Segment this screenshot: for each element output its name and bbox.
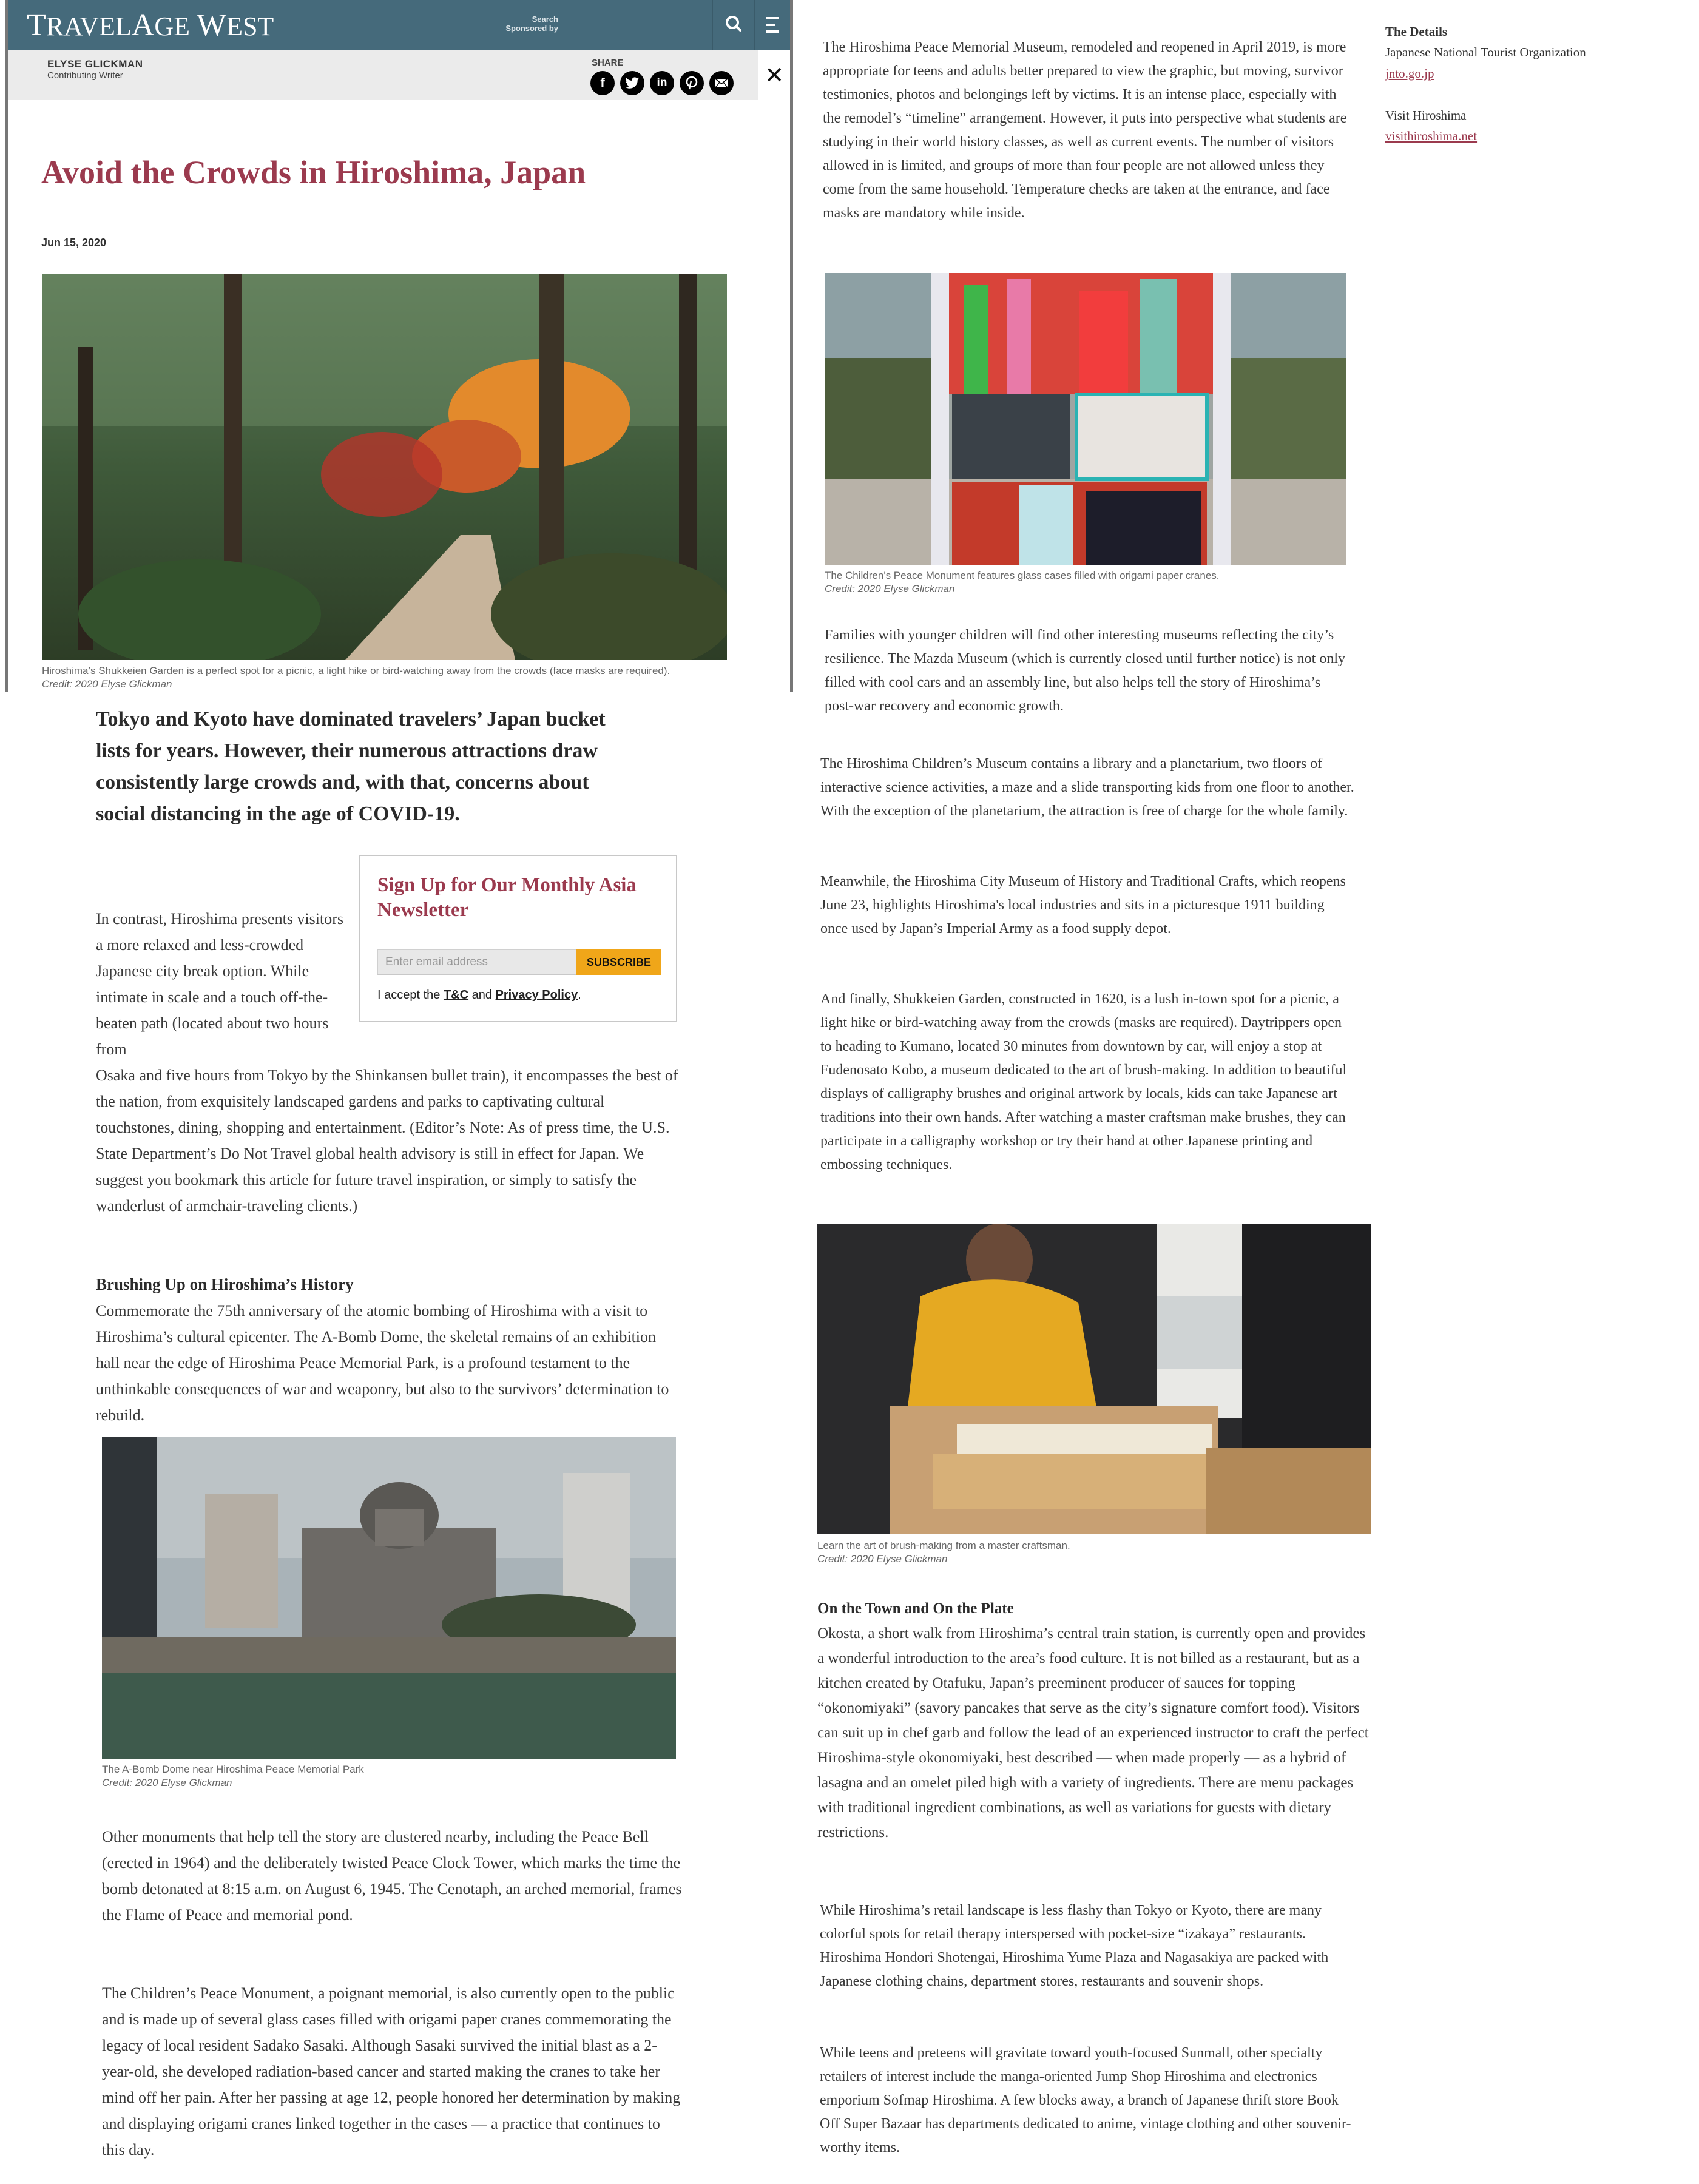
article-paragraph: Other monuments that help tell the story are clustered nearby, including the Peace Bell (erected in 1964) and the deliberately twisted Peace Clock Tower, which marks the time the bomb detonated at 8:15 a.m. on August 6, 1945. The Cenotaph, an arched memorial, frames the Flame of Peace and memorial pond.	[102, 1828, 682, 1924]
terms-acceptance: I accept the T&C and Privacy Policy.	[377, 988, 581, 1002]
section-heading: On the Town and On the Plate	[817, 1600, 1014, 1617]
close-icon: ✕	[765, 62, 784, 89]
photo-caption: The Children's Peace Monument features glass cases filled with origami paper cranes. Credit: 2020 Elyse Glickman	[825, 569, 1359, 596]
article-paragraph: The Hiroshima Peace Memorial Museum, remodeled and reopened in April 2019, is more appropriate for teens and adults better prepared to view the graphic, but moving, survivor testimonies, photos and belongings left by victims. It is an intense place, especially with the remodel’s “timeline” arrangement. However, it puts into perspective what students are studying in their world history classes, as well as current events. The number of visitors allowed in is limited, and groups of more than four people are not allowed unless they come from the same household. Temperature checks are taken at the entrance, and face masks are mandatory while inside.	[823, 39, 1347, 221]
photo-credit: Credit: 2020 Elyse Glickman	[42, 678, 172, 690]
jnto-link[interactable]: jnto.go.jp	[1385, 66, 1434, 81]
newsletter-signup	[359, 855, 677, 1022]
close-button[interactable]	[758, 50, 790, 100]
modal-border-left	[5, 0, 8, 692]
details-org: Visit Hiroshima	[1385, 108, 1467, 123]
article-paragraph: The Children’s Peace Monument, a poignant memorial, is also currently open to the public and is made up of several glass cases filled with origami paper cranes commemorating the legacy of local resident Sadako Sasaki. Although Sasaki survived the initial blast as a 2-year-old, she developed radiation-based cancer and started making the cranes to take her mind off her pain. After her passing at age 12, people honored her determination by making and displaying origami cranes linked together in the cases — a practice that continues to this day.	[102, 1984, 681, 2159]
photo-caption: Hiroshima’s Shukkeien Garden is a perfect spot for a picnic, a light hike or bird-watching away from the crowds (face masks are required). Credit: 2020 Elyse Glickman	[42, 664, 758, 691]
visit-hiroshima-link[interactable]: visithiroshima.net	[1385, 129, 1478, 143]
share-icons	[590, 71, 734, 95]
photo-caption: Learn the art of brush-making from a master craftsman. Credit: 2020 Elyse Glickman	[817, 1539, 1371, 1566]
menu-icon	[763, 13, 782, 38]
pinterest-icon[interactable]	[680, 71, 704, 95]
article-title: Avoid the Crowds in Hiroshima, Japan	[41, 154, 586, 190]
linkedin-icon[interactable]: in	[650, 71, 674, 95]
photo-credit: Credit: 2020 Elyse Glickman	[825, 583, 955, 595]
photo-credit: Credit: 2020 Elyse Glickman	[817, 1553, 948, 1565]
photo-shukkeien-garden	[42, 274, 727, 660]
menu-button[interactable]	[763, 13, 782, 38]
photo-a-bomb-dome	[102, 1437, 676, 1759]
photo-brush-craftsman	[817, 1224, 1371, 1534]
email-icon[interactable]	[709, 71, 734, 95]
twitter-icon[interactable]	[620, 71, 644, 95]
details-org: Japanese National Tourist Organization	[1385, 45, 1586, 59]
tc-link[interactable]: T&C	[443, 988, 469, 1002]
newsletter-title: Sign Up for Our Monthly Asia Newsletter	[377, 874, 637, 921]
header-divider	[712, 0, 713, 50]
subscribe-button[interactable]: SUBSCRIBE	[576, 949, 661, 975]
header-divider	[754, 0, 755, 50]
article-paragraph: Okosta, a short walk from Hiroshima’s central train station, is currently open and provides a wonderful introduction to the area’s food culture. It is not billed as a restaurant, but as a kitchen created by Otafuku, Japan’s preeminent producer of sauces for topping “okonomiyaki” (savory pancakes that serve as the city’s signature comfort food). Visitors can suit up in chef garb and follow the lead of an experienced instructor to craft the perfect Hiroshima-style okonomiyaki, best described — when made properly — as a hybrid of lasagna and an omelet piled high with a variety of ingredients. There are menu packages with traditional ingredient combinations, as well as variations for guests with dietary restrictions.	[817, 1625, 1369, 1841]
search-button[interactable]	[722, 12, 746, 36]
article-paragraph: Commemorate the 75th anniversary of the atomic bombing of Hiroshima with a visit to Hiroshima’s cultural epicenter. The A-Bomb Dome, the skeletal remains of an exhibition hall near the edge of Hiroshima Peace Memorial Park, is a profound testament to the unthinkable consequences of war and weaponry, but also to the survivors’ determination to rebuild.	[96, 1302, 669, 1424]
photo-caption: The A-Bomb Dome near Hiroshima Peace Memorial Park Credit: 2020 Elyse Glickman	[102, 1763, 676, 1790]
article-paragraph: The Hiroshima Children’s Museum contains a library and a planetarium, two floors of interactive science activities, a maze and a slide transporting kids from one floor to another. With the exception of the planetarium, the attraction is free of charge for the whole family.	[820, 756, 1354, 819]
article-paragraph: In contrast, Hiroshima presents visitors a more relaxed and less-crowded Japanese city break option. While intimate in scale and a touch off-the-beaten path (located about two hours from	[96, 910, 343, 1058]
article-lede: Tokyo and Kyoto have dominated travelers’ Japan bucket lists for years. However, their numerous attractions draw consistently large crowds and, with that, concerns about social distancing in the age of COVID-19.	[96, 708, 606, 825]
article-paragraph: Osaka and five hours from Tokyo by the Shinkansen bullet train), it encompasses the best of the nation, from exquisitely landscaped gardens and parks to captivating cultural touchstones, dining, shopping and entertainment. (Editor’s Note: As of press time, the U.S. State Department’s Do Not Travel global health advisory is still in effect for Japan. We suggest you bookmark this article for future travel inspiration, or simply to satisfy the wanderlust of armchair-traveling clients.)	[96, 1067, 678, 1215]
article-date: Jun 15, 2020	[41, 237, 107, 249]
article-paragraph: Meanwhile, the Hiroshima City Museum of History and Traditional Crafts, which reopens June 23, highlights Hiroshima's local industries and sits in a picturesque 1911 building once used by Japan’s Imperial Army as a food supply depot.	[820, 874, 1346, 937]
photo-credit: Credit: 2020 Elyse Glickman	[102, 1777, 232, 1788]
article-paragraph: While teens and preteens will gravitate toward youth-focused Sunmall, other specialty retailers of interest include the manga-oriented Jump Shop Hiroshima and electronics emporium Sofmap Hiroshima. A few blocks away, a branch of Japanese thrift store Book Off Super Bazaar has departments dedicated to anime, vintage clothing and other souvenir-worthy items.	[820, 2045, 1351, 2155]
search-sponsor-label: Search Sponsored by	[505, 15, 558, 33]
search-icon	[722, 12, 746, 36]
share-label: SHARE	[592, 58, 624, 68]
photo-childrens-peace-monument	[825, 273, 1346, 565]
privacy-policy-link[interactable]: Privacy Policy	[495, 988, 578, 1002]
modal-scrollbar[interactable]	[790, 0, 793, 692]
facebook-icon[interactable]: f	[590, 71, 615, 95]
author-role: Contributing Writer	[47, 70, 123, 81]
section-heading: Brushing Up on Hiroshima’s History	[96, 1275, 354, 1293]
details-heading: The Details	[1385, 24, 1448, 39]
site-logo[interactable]: TRAVELAGE WEST	[27, 8, 274, 42]
article-paragraph: And finally, Shukkeien Garden, constructed in 1620, is a lush in-town spot for a picnic, a light hike or bird-watching away from the crowds (masks are required). Daytrippers open to heading to Kumano, located 30 minutes from downtown by car, will enjoy a stop at Fudenosato Kobo, a museum dedicated to the art of brush-making. In addition to beautiful displays of calligraphy brushes and original artwork by locals, kids can take Japanese art traditions into their own hands. After watching a master craftsman make brushes, they can participate in a calligraphy workshop or try their hand at other Japanese printing and embossing techniques.	[820, 991, 1347, 1173]
email-input[interactable]: Enter email address	[377, 949, 576, 975]
article-paragraph: Families with younger children will find other interesting museums reflecting the city’s resilience. The Mazda Museum (which is currently closed until further notice) is not only filled with cool cars and an assembly line, but also helps tell the story of Hiroshima’s post-war recovery and economic growth.	[825, 627, 1345, 714]
article-paragraph: While Hiroshima’s retail landscape is less flashy than Tokyo or Kyoto, there are many colorful spots for retail therapy interspersed with pocket-size “izakaya” restaurants. Hiroshima Hondori Shotengai, Hiroshima Yume Plaza and Nagasakiya are packed with Japanese clothing chains, department stores, restaurants and souvenir shops.	[820, 1903, 1329, 1989]
author-name[interactable]: ELYSE GLICKMAN	[47, 58, 143, 70]
